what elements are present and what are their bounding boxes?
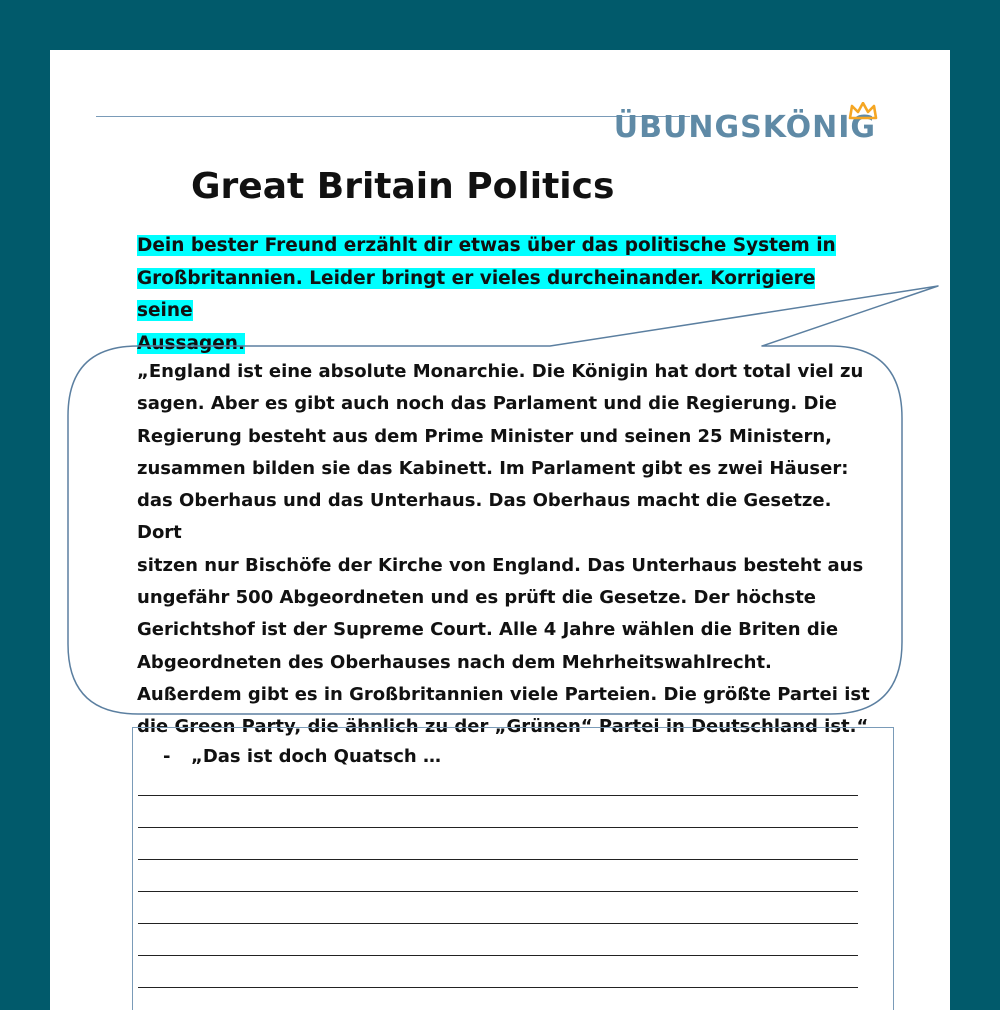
answer-writing-line[interactable] — [138, 891, 858, 892]
answer-starter — [163, 746, 441, 767]
statement-line: Regierung besteht aus dem Prime Minister und seinen 25 Ministern, — [137, 425, 832, 447]
statement-line: Abgeordneten des Oberhauses nach dem Mehrheitswahlrecht. — [137, 651, 772, 673]
task-line — [137, 263, 877, 328]
answer-writing-line[interactable] — [138, 859, 858, 860]
statement-line: Gerichtshof ist der Supreme Court. Alle 4 Jahre wählen die Briten die — [137, 619, 839, 641]
statement-line: zusammen bilden sie das Kabinett. Im Parlament gibt es zwei Häuser: — [137, 457, 849, 479]
friend-statement — [137, 356, 877, 744]
statement-line: sagen. Aber es gibt auch noch das Parlament und die Regierung. Die — [137, 393, 837, 415]
statement-line: „England ist eine absolute Monarchie. Die Königin hat dort total viel zu — [137, 361, 864, 382]
statement-line: das Oberhaus und das Unterhaus. Das Oberhaus macht die Gesetze. Dort — [137, 490, 832, 544]
task-line-text: Aussagen. — [137, 332, 245, 354]
answer-writing-line[interactable] — [138, 795, 858, 796]
statement-line: sitzen nur Bischöfe der Kirche von England. Das Unterhaus besteht aus — [137, 554, 864, 576]
answer-writing-line[interactable] — [138, 923, 858, 924]
task-line-text: Dein bester Freund erzählt dir etwas über das politische System in — [137, 235, 836, 256]
answer-writing-line[interactable] — [138, 987, 858, 988]
answer-writing-line[interactable] — [138, 827, 858, 828]
task-line — [137, 230, 877, 263]
bullet-dash: - — [163, 746, 171, 767]
answer-starter-text: „Das ist doch Quatsch … — [191, 746, 441, 767]
answer-writing-line[interactable] — [138, 955, 858, 956]
brand-name: ÜBUNGSKÖNIG — [613, 110, 876, 145]
header-rule — [96, 116, 690, 117]
task-instructions — [137, 230, 877, 360]
task-line-text: Großbritannien. Leider bringt er vieles durcheinander. Korrigiere seine — [137, 267, 816, 321]
answer-box — [132, 727, 894, 1010]
page-title: Great Britain Politics — [191, 166, 615, 207]
statement-line: die Green Party, die ähnlich zu der „Grünen“ Partei in Deutschland ist.“ — [137, 716, 869, 738]
brand-logo — [613, 106, 916, 146]
statement-line: ungefähr 500 Abgeordneten und es prüft die Gesetze. Der höchste — [137, 587, 817, 609]
worksheet-page — [50, 50, 950, 1010]
statement-line: Außerdem gibt es in Großbritannien viele Parteien. Die größte Partei ist — [137, 683, 870, 705]
crown-icon — [848, 102, 878, 120]
